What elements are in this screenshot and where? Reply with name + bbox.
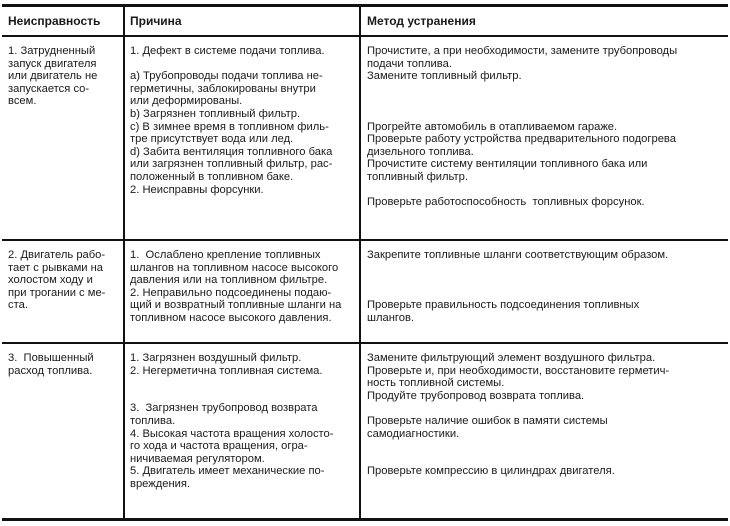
cause-cell: 1. Загрязнен воздушный фильтр. 2. Негерметична топливная система. 3. Загрязнен трубопровод возврата топлива. 4. Высокая частота вращения холосто- го хода и частота вращения, огра- ничиваемая регулятором. 5. Двигатель имеет механические по- вреждения. — [130, 352, 334, 490]
fault-cell: 1. Затрудненный запуск двигателя или двигатель не запускается со- всем. — [8, 45, 98, 108]
fault-cell: 2. Двигатель рабо- тает с рывками на холостом ходу и при трогании с ме- ста. — [8, 249, 106, 312]
fault-cell: 3. Повышенный расход топлива. — [8, 352, 94, 377]
row-divider — [2, 239, 728, 241]
column-header-fault: Неисправность — [8, 14, 101, 28]
column-header-remedy: Метод устранения — [367, 14, 476, 28]
cause-cell: 1. Ослаблено крепление топливных шлангов на топливном насосе высокого давления или на топливном фильтре. 2. Неправильно подсоединены подаю- щий и возвратный топливные шланги на топливном насосе высокого давления. — [130, 249, 342, 324]
remedy-cell: Закрепите топливные шланги соответствующим образом. Проверьте правильность подсоединения топливных шлангов. — [367, 249, 669, 324]
table-top-rule — [2, 4, 728, 7]
remedy-cell: Прочистите, а при необходимости, замените трубопроводы подачи топлива. Замените топливный фильтр. Прогрейте автомобиль в отапливаемом гараже. Проверьте работу устройства предварительного подогрева дизельного топлива. Прочистите систему вентиляции топливного бака или топливный фильтр. Проверьте работоспособность топливных форсунок. — [367, 45, 678, 209]
header-rule — [2, 35, 728, 37]
column-header-cause: Причина — [130, 14, 182, 28]
table-bottom-rule — [2, 518, 728, 521]
row-divider — [2, 342, 728, 344]
column-divider — [123, 5, 125, 519]
column-divider — [359, 5, 361, 519]
cause-cell: 1. Дефект в системе подачи топлива. a) Трубопроводы подачи топлива не- герметичны, заблокированы внутри или деформированы. b) Загрязнен топливный фильтр. c) В зимнее время в топливном филь- тре присутствует вода или лед. d) Забита вентиляция топливного бака или загрязнен топливный фильтр, рас- положенный в топливном баке. 2. Неисправны форсунки. — [130, 45, 333, 196]
remedy-cell: Замените фильтрующий элемент воздушного фильтра. Проверьте и, при необходимости, восстановите герметич- ность топливной системы. Продуйте трубопровод возврата топлива. Проверьте наличие ошибок в памяти системы самодиагностики. Проверьте компрессию в цилиндрах двигателя. — [367, 352, 670, 478]
